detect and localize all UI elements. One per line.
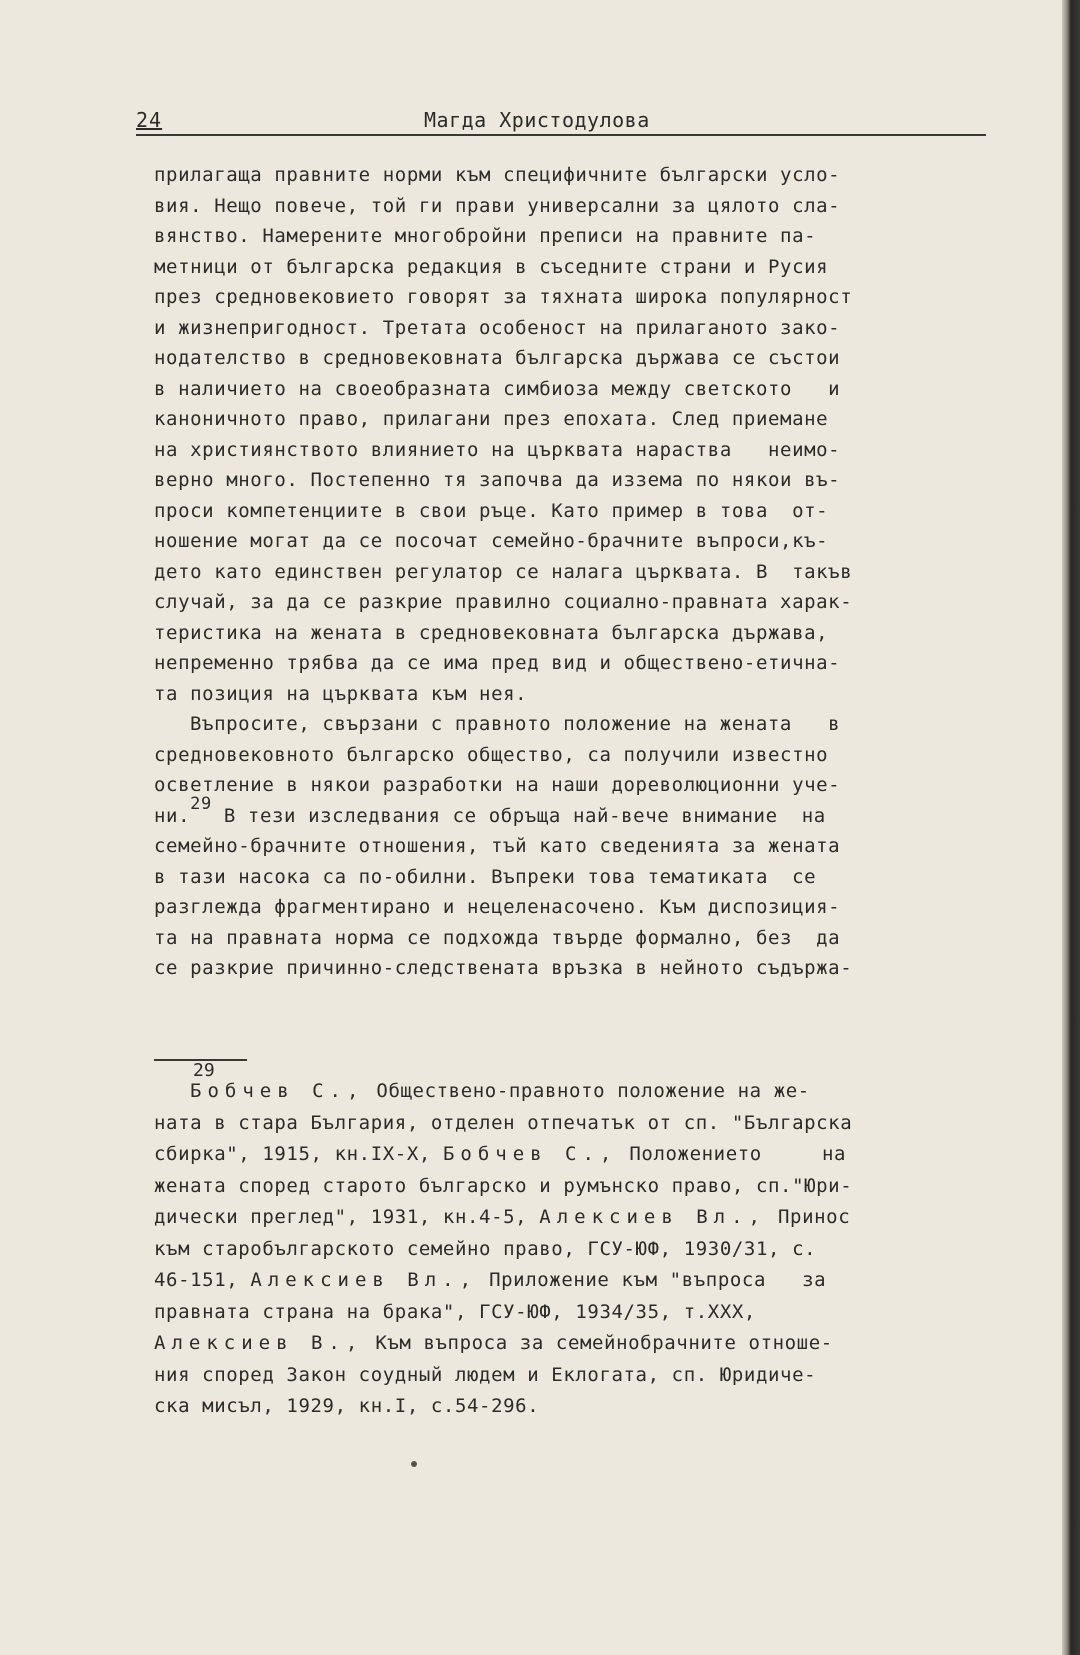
text-line: метници от българска редакция в съседните страни и Русия [154,255,829,278]
footnote-line: правната страна на брака", ГСУ-ЮФ, 1934/35, т.ХХХ, [154,1300,756,1323]
page-edge [1062,0,1080,1655]
text-line: теристика на жената в средновековната българска държава, [154,621,829,644]
text-line: прилагаща правните норми към специфичните български усло- [154,164,841,186]
author-name: Бобчев С., [190,1080,365,1102]
page-header [136,108,986,136]
text-line: та позиция на църквата към нея. [154,682,528,705]
text-line: нодателство в средновековната българска държава се състои [154,347,841,369]
body-text [154,160,994,984]
author-name: Бобчев С., [442,1143,618,1165]
text-line: в тази насока са по-обилни. Въпреки това тематиката се [154,865,817,888]
text-line: разглежда фрагментирано и нецеленасочено. Към диспозиция- [154,896,841,918]
text-fragment: Към въпроса за семейнобрачните отноше- [363,1332,833,1354]
footnote-line: ния според Закон соудный людем и Еклогата, сп. Юридиче- [154,1363,817,1386]
text-line: средновековното българско общество, са получили известно [154,743,829,766]
text-fragment: Положението на [617,1143,847,1165]
text-fragment: Принос [765,1206,851,1228]
author-name: Алексиев В., [154,1332,364,1354]
footnote-line: жената според старото българско и румънско право, сп."Юри- [154,1174,853,1197]
ink-speck [411,1461,417,1467]
running-head: Магда Христодулова [424,108,650,132]
text-line: се разкрие причинно-следствената връзка в нейното съдържа- [154,957,853,979]
text-line: верно много. Постепенно тя започва да иззема по някои въ- [154,469,841,491]
text-fragment: дически преглед", 1931, кн.4-5, [154,1206,528,1228]
footnote-reference[interactable]: 29 [190,793,212,814]
footnote-line [154,1076,994,1108]
text-line: проси компетенциите в свои ръце. Като пример в това от- [154,499,829,522]
footnote-line [154,1139,994,1171]
text-line: случай, за да се разкрие правилно социално-правната харак- [154,591,853,613]
text-fragment: Приложение към "въпроса за [477,1269,827,1291]
text-line: вия. Нещо повече, той ги прави универсални за цялото сла- [154,194,841,217]
text-line: ношение могат да се посочат семейно-брачните въпроси,къ- [154,530,829,552]
text-line: и жизнепригодност. Третата особеност на прилаганото зако- [154,316,841,339]
text-fragment: Обществено-правното положение на же- [364,1080,810,1102]
text-line: непременно трябва да се има пред вид и обществено-етична- [154,652,841,674]
footnote-line [154,1265,994,1297]
author-name: Алексиев Вл., [250,1269,478,1291]
text-line: каноничното право, прилагани през епохата. След приемане [154,408,829,430]
text-line-with-footnote-ref [154,793,994,832]
text-line: та на правната норма се подхожда твърде формално, без да [154,926,841,949]
text-line: на християнството влиянието на църквата нараства неимо- [154,438,841,461]
text-fragment: ни. [154,804,191,827]
text-line: осветление в някои разработки на наши дореволюционни уче- [154,774,841,796]
text-fragment: сбирка", 1915, кн.IX-X, [154,1143,431,1165]
text-line: семейно-брачните отношения, тъй като сведенията за жената [154,835,841,857]
footnote-line [154,1202,994,1234]
footnote-block [154,1076,994,1423]
author-name: Алексиев Вл., [539,1206,766,1228]
page-number: 24 [136,108,163,132]
paragraph-start-line: Въпросите, свързани с правното положение на жената в [190,713,841,735]
footnote-line: ната в стара България, отделен отпечатък от сп. "Българска [154,1111,853,1134]
text-fragment: 46-151, [154,1269,239,1291]
text-line: вянство. Намерените многобройни преписи на правните па- [154,225,817,247]
text-line: дето като единствен регулатор се налага църквата. В такъв [154,560,853,583]
text-line: през средновековието говорят за тяхната широка популярност [154,286,853,308]
footnote-line [154,1328,994,1360]
text-line: в наличието на своеобразната симбиоза между светското и [154,377,841,400]
footnote-line: ска мисъл, 1929, кн.I, с.54-296. [154,1395,540,1417]
text-fragment: В тези изследвания се обръща най-вече внимание на [211,804,826,827]
footnote-line: към старобългарското семейно право, ГСУ-ЮФ, 1930/31, с. [154,1237,817,1260]
footnote-number: 29 [193,1060,215,1081]
